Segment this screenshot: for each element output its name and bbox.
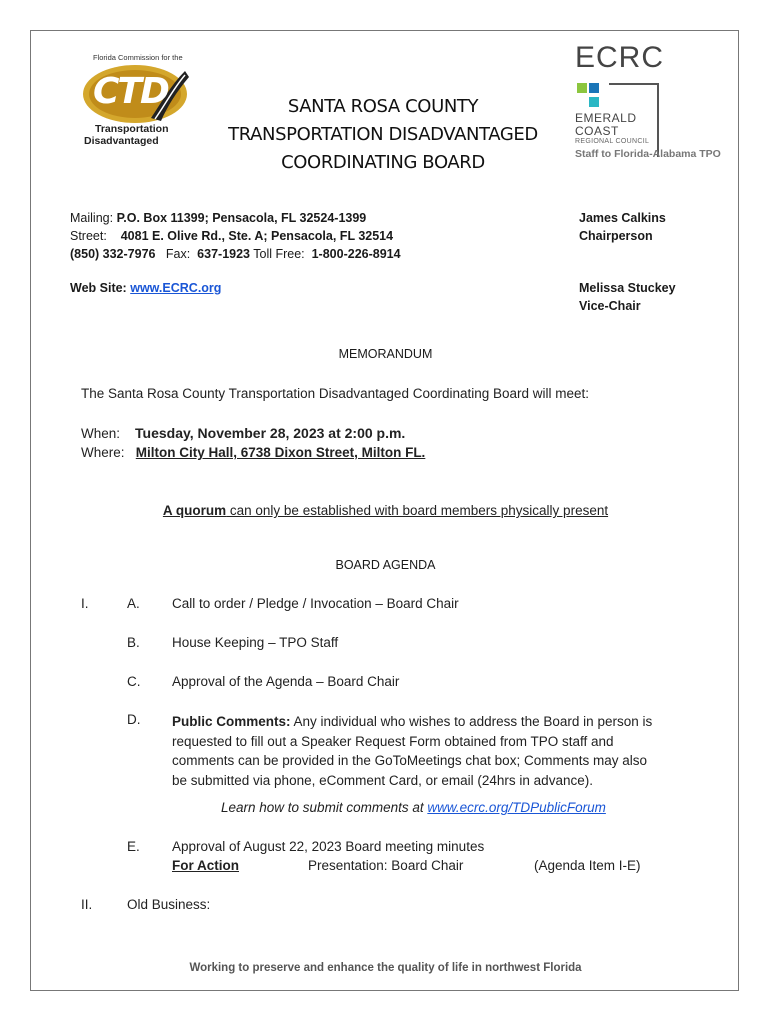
fax-value: 637-1923 (197, 247, 250, 261)
document-title (213, 93, 553, 177)
ecrc-square-blue (589, 83, 599, 93)
tollfree-value: 1-800-226-8914 (311, 247, 401, 261)
section-1-number: I. (81, 596, 89, 611)
ctd-logo (79, 53, 191, 153)
ecrc-square-teal (589, 97, 599, 107)
officers-block (579, 209, 676, 315)
agenda-item-e-ref: (Agenda Item I-E) (534, 858, 641, 873)
ecrc-tagline: Staff to Florida-Alabama TPO (575, 148, 721, 160)
ctd-logo-letters: CTD (93, 71, 168, 112)
public-comments-line4: be submitted via phone, eComment Card, or email (24hrs in advance). (172, 772, 593, 788)
chair-name: James Calkins (579, 211, 666, 225)
web-link[interactable]: www.ECRC.org (130, 281, 222, 295)
quorum-bold: A quorum (162, 503, 227, 518)
ctd-logo-line2: Disadvantaged (84, 135, 159, 147)
quorum-note (31, 503, 740, 518)
agenda-item-e-presentation: Presentation: Board Chair (308, 858, 464, 873)
public-comments-text1: Any individual who wishes to address the Board in person is (290, 714, 653, 729)
tollfree-label: Toll Free: (253, 247, 305, 261)
web-row (70, 279, 401, 297)
when-label: When: (81, 426, 121, 441)
phone-value: (850) 332-7976 (70, 247, 156, 261)
agenda-heading: BOARD AGENDA (335, 558, 436, 572)
agenda-item-a-text: Call to order / Pledge / Invocation – Board Chair (172, 596, 459, 611)
public-comments-line2: requested to fill out a Speaker Request Form obtained from TPO staff and (172, 733, 614, 749)
title-line-1: SANTA ROSA COUNTY (287, 96, 479, 117)
mailing-value: P.O. Box 11399; Pensacola, FL 32524-1399 (116, 211, 367, 225)
learn-more-row (221, 800, 606, 815)
agenda-item-e-text: Approval of August 22, 2023 Board meeting minutes (172, 839, 485, 854)
ecrc-name-line3: REGIONAL COUNCIL (575, 138, 650, 145)
phone-row (70, 245, 401, 263)
ecrc-logo (573, 43, 723, 163)
agenda-item-c-letter: C. (127, 674, 141, 689)
street-label: Street: (70, 229, 107, 243)
public-comments-line1 (172, 712, 652, 732)
agenda-item-d-letter: D. (127, 712, 141, 727)
learn-more-text: Learn how to submit comments at (221, 800, 428, 815)
when-row (81, 425, 405, 441)
vice-title: Vice-Chair (579, 299, 641, 313)
agenda-item-b-letter: B. (127, 635, 140, 650)
where-label: Where: (81, 445, 125, 460)
chair-title: Chairperson (579, 229, 653, 243)
mailing-row (70, 209, 401, 227)
fax-label: Fax: (165, 247, 191, 261)
quorum-rest: can only be established with board members physically present (226, 503, 609, 518)
mailing-label: Mailing: (70, 211, 114, 225)
ctd-logo-top-text: Florida Commission for the (93, 53, 183, 62)
where-value: Milton City Hall, 6738 Dixon Street, Milton FL. (135, 445, 426, 460)
section-2-number: II. (81, 897, 93, 912)
agenda-item-b-text: House Keeping – TPO Staff (172, 635, 339, 650)
footer-tagline: Working to preserve and enhance the quality of life in northwest Florida (189, 962, 582, 974)
memo-intro: The Santa Rosa County Transportation Disadvantaged Coordinating Board will meet: (81, 386, 590, 401)
ecrc-acronym: ECRC (575, 41, 665, 74)
memo-heading: MEMORANDUM (338, 347, 433, 361)
public-comments-label: Public Comments: (172, 714, 291, 729)
document-page (30, 30, 739, 991)
where-row (81, 445, 425, 460)
street-value: 4081 E. Olive Rd., Ste. A; Pensacola, FL 32514 (120, 229, 394, 243)
agenda-item-c-text: Approval of the Agenda – Board Chair (172, 674, 400, 689)
ecrc-name-line2: COAST (575, 124, 619, 138)
agenda-item-e-letter: E. (127, 839, 140, 854)
street-row (70, 227, 401, 245)
public-forum-link[interactable]: www.ecrc.org/TDPublicForum (427, 800, 606, 815)
title-line-3: COORDINATING BOARD (281, 152, 485, 173)
section-2-text: Old Business: (127, 897, 211, 912)
ctd-logo-line1: Transportation (95, 123, 169, 135)
vice-name: Melissa Stuckey (579, 281, 676, 295)
when-value: Tuesday, November 28, 2023 at 2:00 p.m. (135, 425, 406, 441)
ecrc-square-green (577, 83, 587, 93)
title-line-2: TRANSPORTATION DISADVANTAGED (228, 124, 538, 145)
web-label: Web Site: (70, 281, 127, 295)
agenda-item-e-action: For Action (172, 858, 239, 873)
public-comments-line3: comments can be provided in the GoToMeetings chat box; Comments may also (172, 753, 647, 768)
agenda-item-a-letter: A. (127, 596, 140, 611)
agenda-item-d-text (172, 712, 652, 790)
contact-block (70, 209, 401, 297)
ecrc-name-line1: EMERALD (575, 111, 637, 125)
